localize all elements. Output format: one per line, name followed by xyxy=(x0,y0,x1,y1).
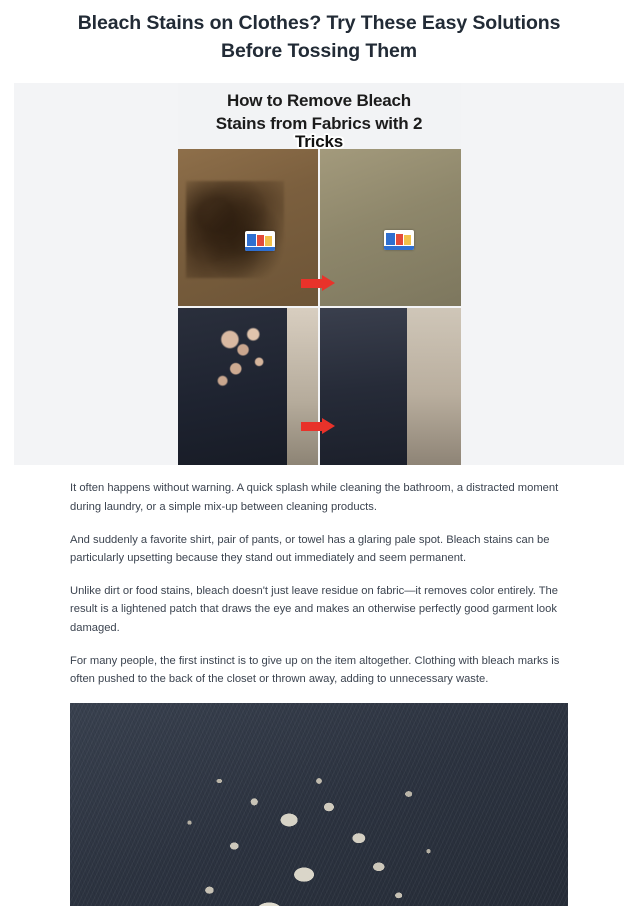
hero-image xyxy=(178,83,461,465)
hero-headline-line-2: Stains from Fabrics with 2 xyxy=(215,113,423,133)
panel-clean-shirt-after xyxy=(320,149,461,306)
bleach-splatter-photo xyxy=(70,703,568,906)
paragraph: It often happens without warning. A quick splash while cleaning the bathroom, a distracted moment during laundry, or a simple mix-up between cleaning products. xyxy=(70,482,559,513)
product-badge-left-icon xyxy=(245,231,275,251)
paragraph: Unlike dirt or food stains, bleach doesn't just leave residue on fabric—it removes color entirely. The result is a lightened patch that draws the eye and makes an otherwise perfectly good garment look damaged. xyxy=(70,584,558,634)
paragraph: And suddenly a favorite shirt, pair of pants, or towel has a glaring pale spot. Bleach stains can be particularly upsetting because they stand out immediately and seem permanent. xyxy=(70,533,550,565)
panel-clean-jeans-after xyxy=(320,308,461,465)
page-title: Bleach Stains on Clothes? Try These Easy Solutions Before Tossing Them xyxy=(77,12,561,62)
paragraph: For many people, the first instinct is to give up on the item altogether. Clothing with bleach marks is often pushed to the back of the closet or thrown away, adding to unnecessary waste. xyxy=(70,654,560,686)
panel-stained-shirt-before xyxy=(178,149,319,306)
product-badge-right-icon xyxy=(384,230,414,250)
bleach-splatter-spots xyxy=(70,703,568,906)
arrow-right-icon-bottom xyxy=(301,418,335,434)
arrow-right-icon-top xyxy=(301,275,335,291)
hero-headline-line-3: Tricks xyxy=(295,132,343,152)
panel-stained-jeans-before xyxy=(178,308,319,465)
hero-headline-line-1: How to Remove Bleach xyxy=(227,91,411,111)
article-body xyxy=(0,465,638,688)
hero-image-figure xyxy=(14,83,624,465)
